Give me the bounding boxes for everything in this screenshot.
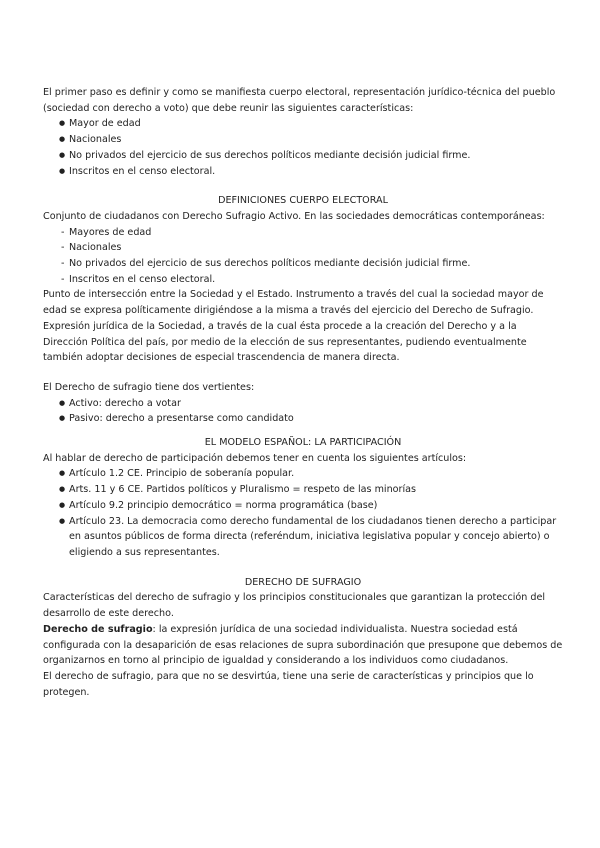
sufragio-term: Derecho de sufragio: [43, 623, 153, 635]
definiciones-paragraph-2: Expresión jurídica de la Sociedad, a través de la cual ésta procede a la creación del Derecho y a la Dirección Política del país, por medio de la elección de sus representantes, pudiendo eventualmente también adoptar decisiones de especial trascendencia de manera directa.: [43, 320, 527, 364]
definiciones-paragraph-1: Punto de intersección entre la Sociedad y el Estado. Instrumento a través del cual la sociedad mayor de edad se expresa políticamente dirigiéndose a la misma a través del ejercicio del Derecho de Sufragio.: [43, 289, 544, 317]
list-item: ● Artículo 9.2 principio democrático = norma programática (base): [43, 498, 563, 514]
list-item: ● Nacionales: [43, 132, 563, 148]
list-item: - Inscritos en el censo electoral.: [43, 272, 563, 288]
list-item: ● Mayor de edad: [43, 116, 563, 132]
modelo-bullet-list: [43, 466, 563, 560]
list-item: ● Inscritos en el censo electoral.: [43, 164, 563, 180]
list-item: ● Activo: derecho a votar: [43, 396, 563, 412]
heading-modelo: EL MODELO ESPAÑOL: LA PARTICIPACIÓN: [204, 437, 402, 449]
list-item: ● Artículo 23. La democracia como derecho fundamental de los ciudadanos tienen derecho a participar en asuntos públicos de forma directa (referéndum, iniciativa legislativa popular y concejo abierto) o eligiendo a sus representantes.: [43, 514, 563, 561]
heading-definiciones: DEFINICIONES CUERPO ELECTORAL: [218, 195, 388, 207]
vertientes-bullet-list: [43, 396, 563, 427]
sufragio-paragraph-3: El derecho de sufragio, para que no se desvirtúa, tiene una serie de características y principios que lo protegen.: [43, 670, 534, 698]
sufragio-paragraph-1: Características del derecho de sufragio y los principios constitucionales que garantizan la protección del desarrollo de este derecho.: [43, 592, 546, 620]
list-item: ● Arts. 11 y 6 CE. Partidos políticos y Pluralismo = respeto de las minorías: [43, 482, 563, 498]
list-item: - No privados del ejercicio de sus derechos políticos mediante decisión judicial firme.: [43, 256, 563, 272]
list-item: ● No privados del ejercicio de sus derechos políticos mediante decisión judicial firme.: [43, 148, 563, 164]
list-item: ● Artículo 1.2 CE. Principio de soberanía popular.: [43, 466, 563, 482]
list-item: - Nacionales: [43, 240, 563, 256]
sufragio-paragraph-2: [43, 622, 563, 669]
definiciones-dash-list: [43, 225, 563, 288]
list-item: - Mayores de edad: [43, 225, 563, 241]
heading-sufragio: DERECHO DE SUFRAGIO: [244, 576, 362, 588]
document-body: [43, 85, 563, 700]
sufragio-definition: : la expresión jurídica de una sociedad individualista. Nuestra sociedad está configurada con la desaparición de esas relaciones de supra subordinación que presupone que debemos de organizarnos en torno al principio de igualdad y considerando a los individuos como ciudadanos.: [43, 623, 563, 667]
definiciones-lead: Conjunto de ciudadanos con Derecho Sufragio Activo. En las sociedades democráticas contemporáneas:: [43, 210, 545, 222]
intro-bullet-list: [43, 116, 563, 179]
modelo-lead: Al hablar de derecho de participación debemos tener en cuenta los siguientes artículos:: [43, 452, 467, 464]
intro-paragraph: El primer paso es definir y como se manifiesta cuerpo electoral, representación jurídico-técnica del pueblo (sociedad con derecho a voto) que debe reunir las siguientes características:: [43, 87, 556, 114]
list-item: ● Pasivo: derecho a presentarse como candidato: [43, 411, 563, 427]
vertientes-lead: El Derecho de sufragio tiene dos vertientes:: [43, 381, 255, 393]
